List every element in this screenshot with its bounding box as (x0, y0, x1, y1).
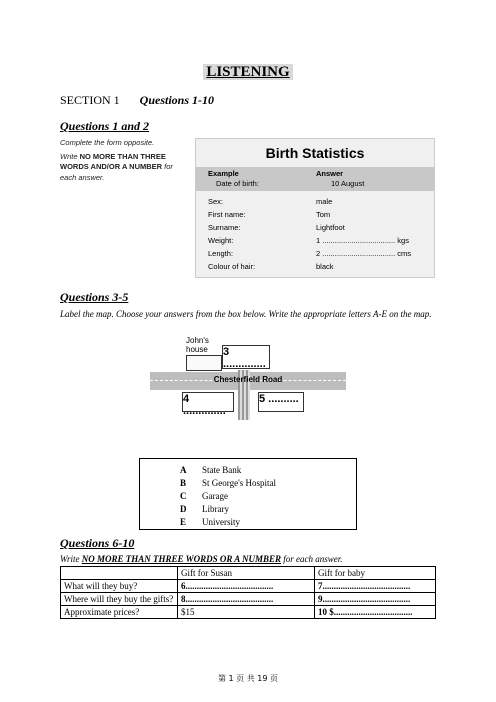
form-value: black (316, 262, 334, 271)
road-name: Chesterfield Road (213, 375, 283, 384)
option-item: E University (180, 517, 240, 527)
form-label: Surname: (208, 223, 241, 232)
birth-statistics-form (195, 138, 435, 278)
option-item: A State Bank (180, 465, 242, 475)
questions-6-10-instructions: Write NO MORE THAN THREE WORDS OR A NUMBER for each answer. (60, 554, 343, 564)
option-item: B St George's Hospital (180, 478, 276, 488)
page-title: LISTENING (0, 64, 496, 81)
options-box (139, 458, 357, 530)
option-item: D Library (180, 504, 229, 514)
questions-6-10-heading: Questions 6-10 (60, 536, 135, 550)
form-label: Colour of hair: (208, 262, 256, 271)
questions-3-5-heading: Questions 3-5 (60, 290, 129, 304)
row-question: Where will they buy the gifts? (61, 593, 178, 606)
form-label: Weight: (208, 236, 234, 245)
gift-table (60, 566, 436, 619)
column-header: Gift for baby (315, 567, 436, 580)
answer-label: Answer (316, 169, 344, 178)
form-label: Length: (208, 249, 234, 258)
table-row (61, 567, 436, 580)
questions-1-2-heading: Questions 1 and 2 (60, 119, 150, 133)
johns-house-label: John's house (186, 336, 209, 354)
answer-8: 8....................................... (178, 593, 315, 606)
questions-3-5-instructions: Label the map. Choose your answers from the box below. Write the appropriate letters A-E on the map. (60, 309, 432, 319)
row-question: Approximate prices? (61, 606, 178, 619)
dob-value: 10 August (331, 179, 365, 188)
table-row (61, 606, 436, 619)
form-value: Lightfoot (316, 223, 345, 232)
column-header: Gift for Susan (178, 567, 315, 580)
table-row (61, 593, 436, 606)
dob-label: Date of birth: (216, 179, 259, 188)
form-label: Sex: (208, 197, 224, 206)
price-susan: $15 (178, 606, 315, 619)
johns-house-box (186, 355, 222, 371)
answer-7: 7....................................... (315, 580, 436, 593)
row-question: What will they buy? (61, 580, 178, 593)
table-row (61, 580, 436, 593)
questions-1-2-instructions: Complete the form opposite. Write NO MORE THAN THREE WORDS AND/OR A NUMBER for each answer. (60, 138, 173, 182)
section-heading: SECTION 1 Questions 1-10 (60, 93, 215, 107)
map-box-4: 4 .............. (182, 392, 234, 412)
option-item: C Garage (180, 491, 228, 501)
answer-6: 6....................................... (178, 580, 315, 593)
form-label: First name: (208, 210, 246, 219)
weight-answer: 1 ................................... kgs (316, 236, 409, 245)
length-answer: 2 ................................... cms (316, 249, 412, 258)
example-label: Example (208, 169, 239, 178)
map-box-5: 5 .......... (258, 392, 304, 412)
form-value: Tom (316, 210, 331, 219)
answer-9: 9....................................... (315, 593, 436, 606)
page-footer: 第 1 页 共 19 页 (218, 674, 278, 683)
answer-10: 10 $................................... (315, 606, 436, 619)
map-box-3: 3 .............. (222, 345, 270, 369)
form-value: male (316, 197, 333, 206)
birth-form-title: Birth Statistics (265, 145, 365, 161)
